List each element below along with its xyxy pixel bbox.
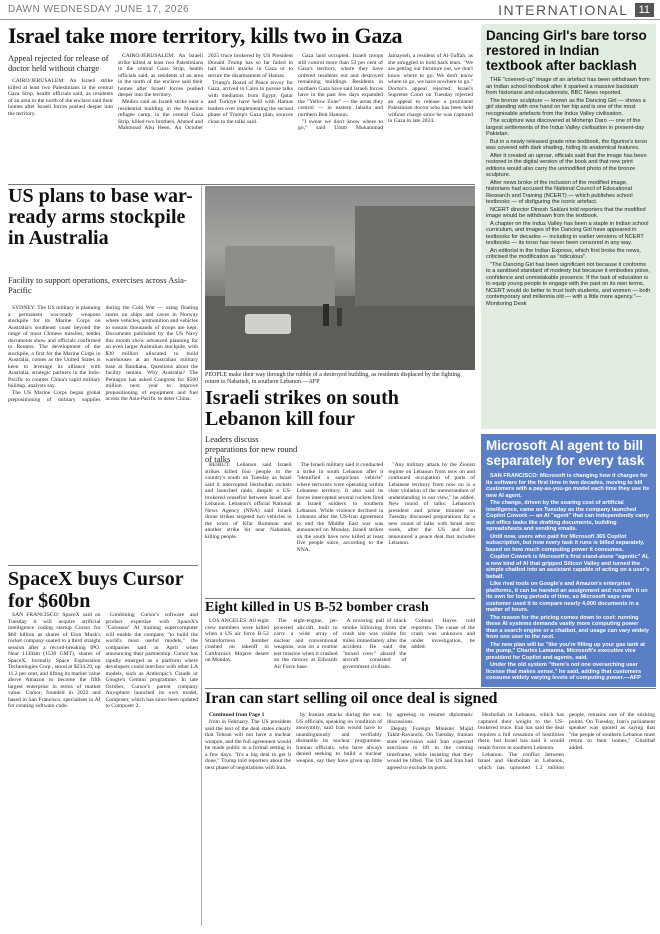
b52-paragraph: LOS ANGELES: All eight crew members were killed when a US air force B-52 Stratofortress bomber crashed on takeoff in California's Mojave desert on Monday. xyxy=(205,618,269,663)
iran-paragraph: by Iranian attacks during the war. US officials, speaking on condition of anonymity, said Iran would have to unambiguously and verifiably dismantle its nuclear programme. Iranian officials, who have always denied seeking to build a nuclear weapon, say they have given up little by agreeing to resume diplomatic discussions. xyxy=(296,712,473,764)
microsoft-paragraph: The new plan will be "like you're filling up your gas tank at the pump," Charles Lamanna, Microsoft's executive vice president for Copilot and agents, said. xyxy=(486,641,646,661)
section-title: INTERNATIONAL xyxy=(498,1,629,18)
b52-paragraph: The eight-engine, jet-powered aircraft, built to carry a wide array of nuclear and conventional weapons, was on a routine test mission when it crashed on the runway at Edwards Air Force base. xyxy=(273,618,338,670)
gaza-body-left xyxy=(8,78,113,182)
microsoft-paragraph: SAN FRANCISCO: Microsoft is changing how it charges for its software for the first time in two decades, moving to bill customers with a pay-as-you-go model each time they use its new AI agent. xyxy=(486,473,650,499)
spacex-paragraph: SAN FRANCISCO: SpaceX said on Tuesday it will acquire artificial intelligence coding startup Cursor for $60 billion as shares of Elon Musk's rocket company soared to a third straight session after a record-breaking IPO. Near 1130am (1530 GMT), shares of SpaceX, formally Space Exploration Technologies Corp., stood at $234.29, up 11.2 per cent, and lifting its market value above Amazon to become the fifth largest enterprise in terms of market value. Cursor, founded in 2022 and based in San Francisco, specialises in AI for creating software code. xyxy=(8,612,101,709)
lebanon-body xyxy=(205,462,475,597)
spacex-body xyxy=(8,612,198,928)
gaza-paragraph: Gaza land occupied. Israeli troops still control more than 53 per cent of Gaza's territory, where they have ordered residents out and destroyed remaining buildings. Residents in northern Gaza have said Israeli forces have in the past few days expanded the "Yellow Zone" — the areas they control — in eastern Jabalia and northern Beit Hanoun. xyxy=(298,53,383,118)
gaza-paragraph: CAIRO/JERUSALEM: An Israeli strike killed at least two Palestinians in the central Gaza Strip, health officials said, as residents of an area in the north of the enclave said their homes after Israeli forces pushed deeper into the territory. xyxy=(118,53,203,98)
person-figure xyxy=(337,308,342,326)
dancing-girl-headline[interactable]: Dancing Girl's bare torso restored in Indian textbook after backlash xyxy=(486,28,647,73)
dancing-girl-paragraph: THE "covered-up" image of an artefact has been withdrawn from an Indian school textbook after it sparked a massive backlash from historians and educationists, BBC News reported. xyxy=(486,77,650,96)
dancing-girl-paragraph: The bronze sculpture — known as the Dancing Girl — shows a girl standing with one hand on her hip and is one of the most recognisable artefacts from the Indus Valley civilisation. xyxy=(486,97,646,117)
lebanon-paragraph: BEIRUT: Lebanon said Israeli strikes killed four people in the country's south on Tuesday as Israel said it intercepted Hezbollah rockets and launched raids, despite a US-brokered ceasefire between Israel and Lebanon. Lebanon's official National News Agency (NNA) said Israeli drone strikes targeted two vehicles in the town of Kfar Rumman and another strike hit near Nabatieh, killing people. xyxy=(205,462,292,540)
column-divider xyxy=(201,186,202,926)
dancing-girl-paragraph: The sculpture was discovered at Mohenjo Daro — one of the largest settlements of the Indus Valley civilisation in present-day Pakistan. xyxy=(486,118,645,137)
gaza-paragraph: CAIRO/JERUSALEM: An Israeli strike killed at least two Palestinians in the central Gaza Strip, health officials said, as residents of an area in the north of the enclave said their homes after Israeli forces pushed deeper into the territory. xyxy=(8,78,113,117)
paper-date-line: DAWN WEDNESDAY JUNE 17, 2026 xyxy=(8,4,190,15)
microsoft-paragraph: Copilot Cowork is Microsoft's first stand-alone "agentic" AI, a new kind of AI that gripped Silicon Valley and turned the simple chatbot into an assistant capable of acting on a user's behalf. xyxy=(486,554,650,580)
gaza-headline[interactable]: Israel take more territory, kills two in Gaza xyxy=(8,23,403,48)
iran-paragraph: Lebanon. The conflict between Israel and Hezbollah in Lebanon, which has uprooted 1.2 million people, remains one of the sticking points. On Tuesday, Iran's parliament speaker was quoted as saying that "the people of southern Lebanon must return to their homes," Ghalibaf added. xyxy=(478,712,655,771)
microsoft-paragraph: Under the old system "there's not one overarching user license that makes sense," he said, adding that customers consume widely varying levels of computing power.—AFP xyxy=(486,662,642,681)
iran-headline[interactable]: Iran can start selling oil once deal is signed xyxy=(205,690,498,707)
dancing-girl-paragraph: After news broke of the inclusion of the modified image, historians had accused the National Council of Educational Research and Training (NCERT) — which publishes school textbooks — of disfiguring the iconic artefact. xyxy=(486,179,633,205)
microsoft-paragraph: The reason for the pricing comes down to cost: running these AI systems demands vastly more computing power than a search engine or a chatbot, and usage can vary widely from one user to the next. xyxy=(486,614,649,640)
b52-body xyxy=(205,618,475,686)
building-debris xyxy=(225,246,335,306)
gaza-paragraph: Trump's Board of Peace envoy for Gaza, arrived in Cairo to pursue talks with mediators from Egypt, Qatar and Turkiye have held with Hamas leaders over implementing the second phase of Trump's Gaza plan, sources close to the talks said. xyxy=(208,79,293,125)
b52-paragraph: Colonel Hayes told reporters. The cause of the crash was unknown and under investigation, he added. xyxy=(411,618,475,650)
dancing-girl-paragraph: After it created an uproar, officials said that the image has been restored in the digital version of the book and that new print editions would also carry the unmodified photo of the bronze sculpture. xyxy=(486,152,647,178)
masthead xyxy=(0,0,660,20)
iran-paragraph: from in February. The US president said the text of the deal states clearly that Tehran will not have a nuclear weapon, and the full agreement would be made public in a formal setting in a few days. "It's a big deal to get it done," Trump told reporters about the next phase of negotiations with Iran. xyxy=(205,719,291,771)
us-stockpile-headline[interactable]: US plans to base war-ready arms stockpile in Australia xyxy=(8,185,193,249)
photo-caption: PEOPLE make their way through the rubble of a destroyed building, as residents displaced by the fighting return to Nabatieh, in southern Lebanon.—AFP xyxy=(205,372,461,385)
gaza-paragraph: Medics said an Israeli strike near a residential building in the Nuseirat refugee camp, in the central Gaza Strip, killed two brothers, Ahmed and Mahmoud Abu Heen. An October 2025 truce brokered by US President Donald Trump has so far failed to halt Israeli attacks in Gaza or to secure the disarmament of Hamas. xyxy=(118,53,293,131)
dancing-girl-paragraph: NCERT director Dinesh Saklani told reporters that the modified image would be withdrawn from the textbook. xyxy=(486,206,646,219)
spacex-headline[interactable]: SpaceX buys Cursor for $60bn xyxy=(8,568,184,612)
iran-body xyxy=(205,712,655,928)
us-stockpile-body xyxy=(8,305,198,563)
microsoft-body xyxy=(486,473,651,681)
dancing-girl-body xyxy=(486,77,651,397)
section-label-group xyxy=(498,2,654,18)
rubble-photo xyxy=(205,186,475,370)
dancing-girl-paragraph: A chapter on the Indus Valley has been a staple in Indian school curriculum, and images of the Dancing Girl have appeared in textbooks for decades — including in earlier versions of NCERT textbooks — its torso has never been censored in any way. xyxy=(486,220,649,246)
us-stockpile-paragraph: The US Marine Corps began global prepositioning of military supplies during the Cold War — using floating stores on ships and caves in Norway where vehicles, ammunition and vehicles to sustain thousands of troops are kept. Documents published by the US Navy this month show advanced planning for an even larger Australian stockpile, with $30 million allocated to build warehouses at an Australian military base at Bandiana. Questions about the facility remain. Why Australia? The Pentagon has asked Congress for $500 million next year to improve prepositioning of equipment and fuel across the Asia-Pacific to deter China. xyxy=(8,305,198,403)
iran-paragraph: Deputy Foreign Minister Majid Takht-Ravanchi. On Tuesday, Iranian state television said Iran expected sanctions to lift in the coming timeframe, while insisting that they would be lifted. The US and Iran had agreed to exclude its ports. xyxy=(387,725,473,771)
continued-note: Continued from Page 1 xyxy=(209,712,265,718)
person-figure xyxy=(323,304,329,326)
gaza-paragraph: "I swear we don't know where to go," said Umm Mohammad Jamayseh, a resident of Al-Tuffah, as she struggled to hold back tears. "We are getting our furniture out, we don't know where to go. We don't know where to go, we have nowhere to go." Doctor's appeal rejected: Israel's Supreme Court on Tuesday rejected an appeal to release a prominent Palestinian doctor who has been held without charge since he was captured in Gaza in late 2024. xyxy=(298,53,473,131)
lebanon-paragraph: The Israeli military said it conducted a strike in south Lebanon after it "identified a suspicious vehicle" where terrorists were operating within Lebanese territory. It also said its forces intercepted several rockets fired at Israeli soldiers in southern Lebanon. While violence declined in Lebanon after the US-Iran agreement to end the Middle East war was announced on Monday, Israeli strikes on the south have now killed at least five people since, according to the NNA. xyxy=(296,462,384,553)
lebanon-paragraph: "Any military attack by the Zionist regime on Lebanon from now on and continued occupation of parts of Lebanese territory from now on is a clear violation of the memorandum of understanding in our view," he added. New round of talks: Lebanon's president and prime minister on Tuesday discussed preparations for a new round of talks with Israel next week, after the US and Iran announced a peace deal that includes Lebanon. xyxy=(388,462,475,546)
destroyed-building xyxy=(355,206,475,306)
divider xyxy=(205,688,656,689)
lebanon-headline[interactable]: Israeli strikes on south Lebanon kill four xyxy=(205,387,399,430)
gaza-body xyxy=(118,53,473,183)
microsoft-paragraph: Until now, users who paid for Microsoft 365 Copilot subscription, but now every task it runs is billed separately, based on how much computing power it consumes. xyxy=(486,533,645,553)
microsoft-paragraph: Like rival tools on Google's and Amazon's enterprise platforms, it can be handed an assignment and run with it on its own for long periods of time, so Microsoft says one customer used it to compare nearly 4,000 documents in a matter of hours. xyxy=(486,581,648,613)
dancing-girl-paragraph: But in a newly released grade nine textbook, the figurine's torso was covered with dark shading, hiding its anatomical features. xyxy=(486,138,648,151)
microsoft-headline[interactable]: Microsoft AI agent to bill separately for every task xyxy=(486,438,645,468)
white-car xyxy=(245,314,291,334)
gaza-deck: Appeal rejected for release of doctor held without charge xyxy=(8,53,109,73)
b52-paragraph: A towering pall of black smoke billowing from the crash site was visible for miles immediately after the accident. He said the "mixed crew" aboard the aircraft consisted of government civilians. xyxy=(342,618,407,670)
microsoft-paragraph: The change, driven by the soaring cost of artificial intelligence, came on Tuesday as the company launched Copilot Cowork — an AI "agent" that can independently carry out office tasks like drafting documents, building spreadsheets and sending emails. xyxy=(486,500,649,532)
b52-headline[interactable]: Eight killed in US B-52 bomber crash xyxy=(205,600,429,615)
page-number: 11 xyxy=(635,3,654,17)
dancing-girl-paragraph: "The Dancing Girl has been significant not because it conforms to a sanitised standard of modesty but because it embodies poise, confidence and unmistakable presence. If the task of education is to equip young people to engage with the past on its own terms, NCERT would do better to trust both students, and women — both contemporary and millennia old — with a little more agency."—Monitoring Desk xyxy=(486,261,651,307)
iran-paragraph: Hezbollah in Lebanon, which has captured their weight to the US-brokered truce. Iran has said the deal requires a full cessation of hostilities there, but Israel has said it would retain forces in southern Lebanon. xyxy=(478,712,564,751)
divider xyxy=(205,598,475,599)
microsoft-sidebar xyxy=(481,434,656,687)
us-stockpile-deck: Facility to support operations, exercises across Asia-Pacific xyxy=(8,275,187,295)
dancing-girl-sidebar xyxy=(481,24,656,429)
us-stockpile-paragraph: SYDNEY: The US military is planning a permanent war-ready weapons stockpile for its Marine Corps on Australia's southeast coast beyond the range of most Chinese missiles, tender documents show and officials confirmed to Reuters. The development of the stockpile, a first for the Marine Corps in Australia, comes as the United States is keen to leverage its alliance with Australia, strategic partners in the Indo-Pacific to counter China's rapid military buildup, analysts say. xyxy=(8,305,101,389)
divider xyxy=(8,565,198,566)
spacex-paragraph: Combining Cursor's software and product expertise with SpaceX's "Colossus" AI training supercomputer will enable the company "to build the world's most useful models," the companies said in April when announcing their partnership. Cursor has rapidly emerged as a platform where developers could interface with other LA models, such as Anthropic's Claude or Google's Gemini programme. In late October, Cursor's parent company Anysphere launched its own model, Composer, which has since been updated to Composer 2. xyxy=(105,612,198,709)
lebanon-deck: Leaders discuss preparations for new round of talks xyxy=(205,434,298,464)
dancing-girl-paragraph: An editorial in the Indian Express, which first broke the news, criticised the modification as "ridiculous". xyxy=(486,247,641,260)
